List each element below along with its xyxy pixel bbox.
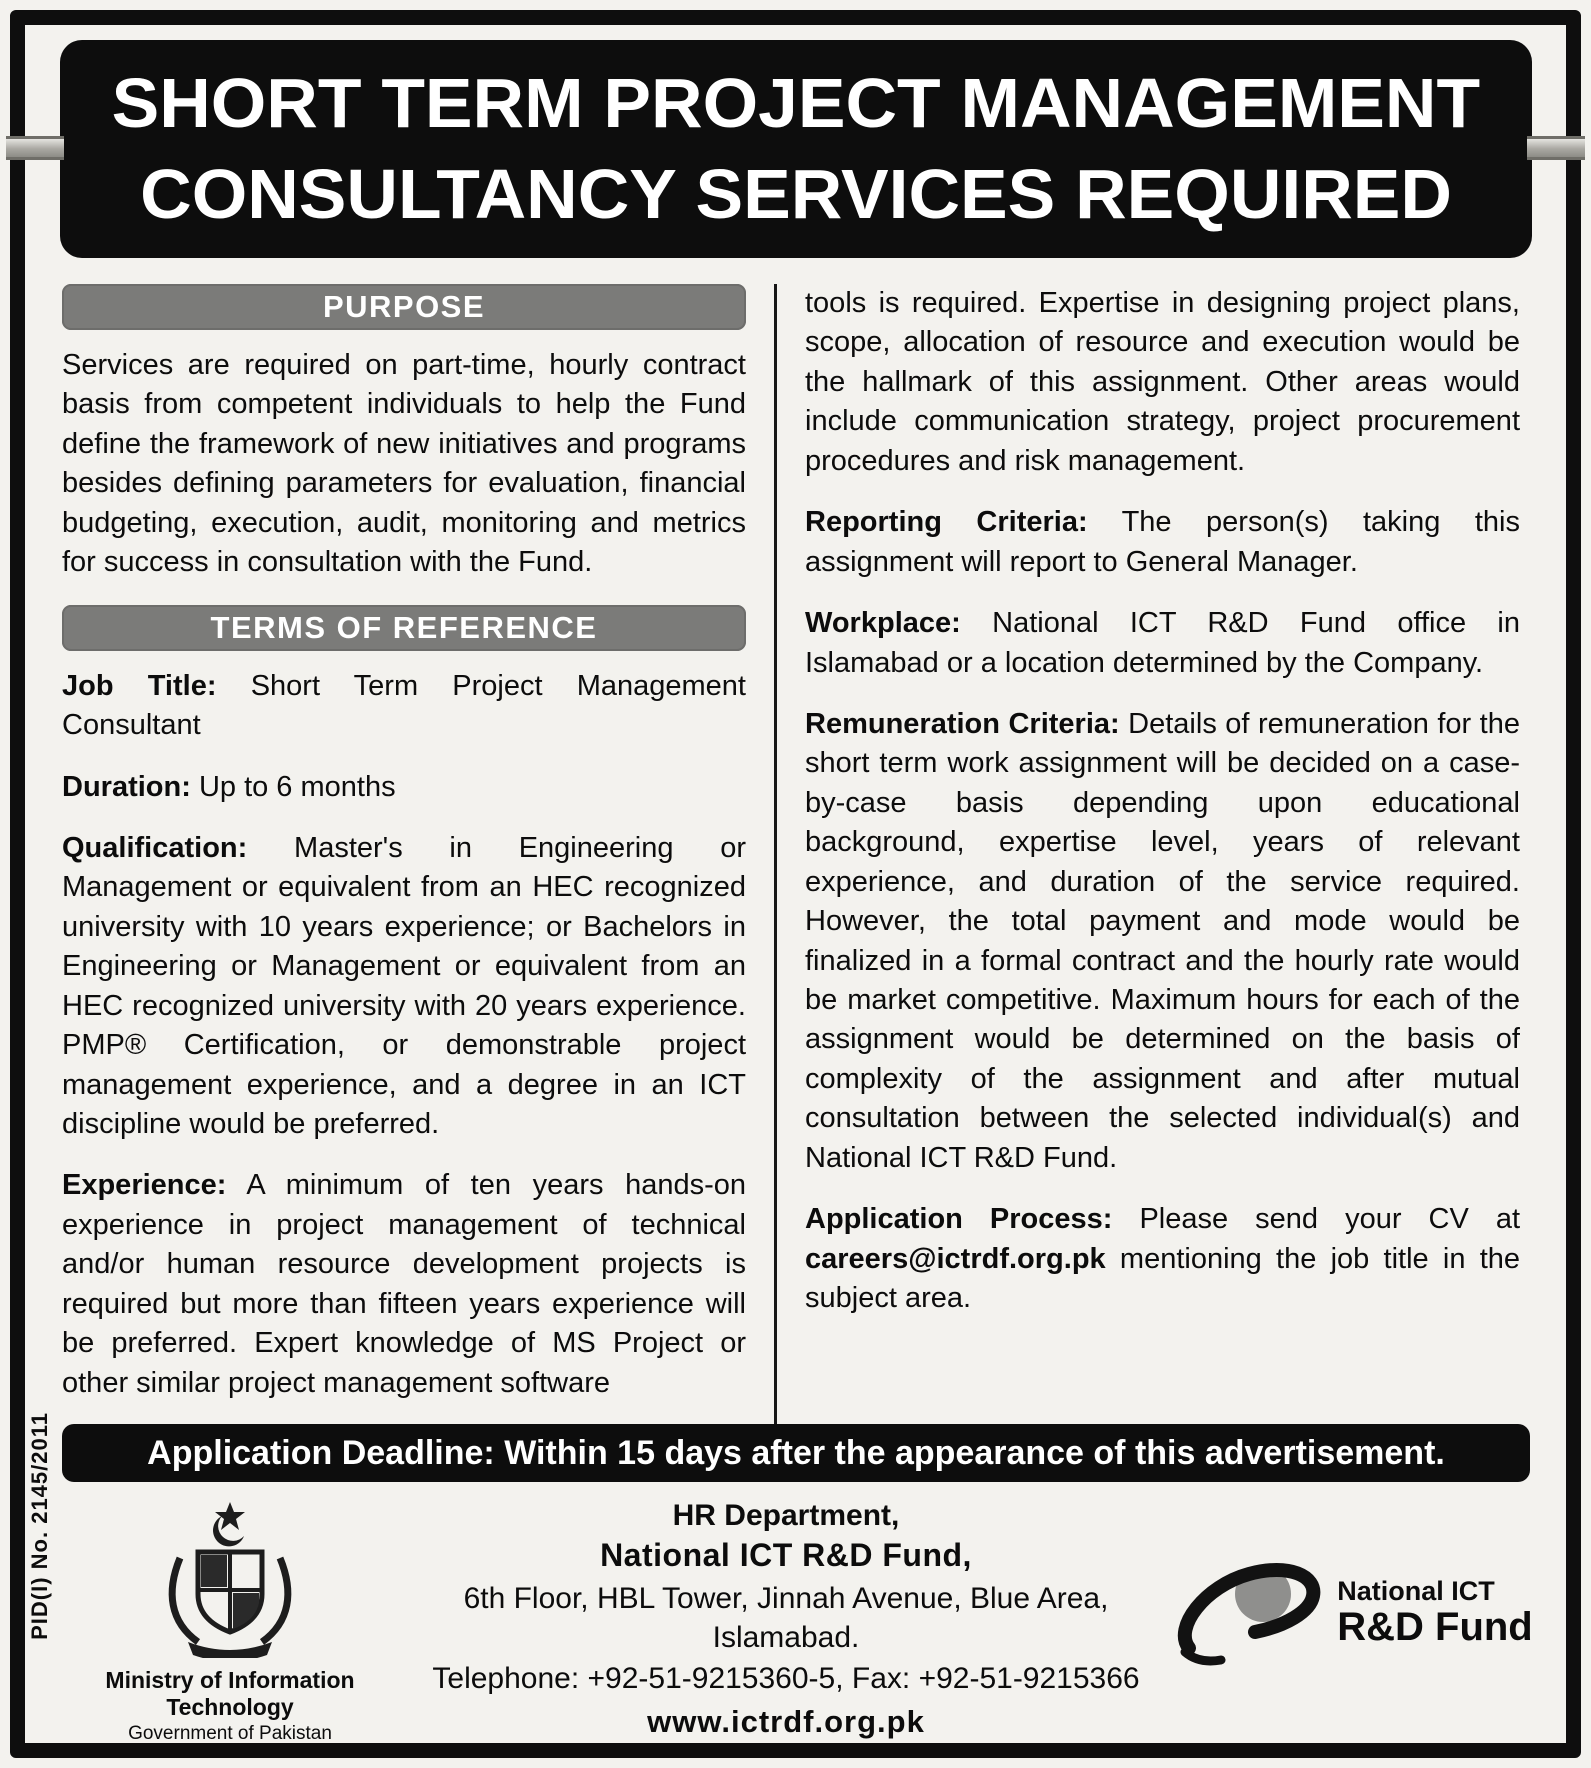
fund-name-line: National ICT R&D Fund,: [600, 1537, 972, 1573]
application-process-paragraph: [805, 1200, 1520, 1318]
left-column: [62, 284, 774, 1425]
logo-line-2: R&D Fund: [1337, 1604, 1533, 1649]
ictrdf-logo-icon: [1171, 1552, 1321, 1670]
job-title-paragraph: [62, 667, 746, 746]
job-title-value: Short Term Project Management Consultant: [62, 669, 746, 742]
purpose-paragraph: Services are required on part-time, hourly contract basis from competent individuals to help the Fund define the framework of new initiatives and programs besides defining parameters for evaluation, financial budgeting, execution, audit, monitoring and metrics for success in consultation with the Fund.: [62, 349, 746, 579]
right-column: [774, 284, 1530, 1425]
experience-paragraph: [62, 1166, 746, 1403]
pid-number: PID(I) No. 2145/2011: [27, 1412, 52, 1640]
workplace-label: Workplace:: [805, 607, 961, 640]
remuneration-criteria-label: Remuneration Criteria:: [805, 707, 1120, 740]
left-clip-decoration: [6, 136, 64, 160]
contact-block: [420, 1496, 1152, 1742]
qualification-value: Master's in Engineering or Management or equivalent from an HEC recognized university with 10 years experience; or Bachelors in Engineering or Management or equivalent from an HEC recognized university with 20 years experience. PMP® Certification, or demonstrable project management experience, and a degree in an ICT discipline would be preferred.: [62, 831, 747, 1140]
right-clip-decoration: [1527, 136, 1585, 160]
workplace-paragraph: [805, 604, 1520, 683]
logo-wordmark: [1337, 1576, 1533, 1647]
phone-fax-line: Telephone: +92-51-9215360-5, Fax: +92-51-9215366: [432, 1661, 1140, 1695]
qualification-label: Qualification:: [62, 831, 248, 864]
remuneration-criteria-paragraph: [805, 705, 1520, 1178]
headline-banner: [60, 40, 1532, 258]
website-line: www.ictrdf.org.pk: [647, 1703, 925, 1739]
duration-paragraph: [62, 768, 746, 807]
reporting-criteria-paragraph: [805, 503, 1520, 582]
application-deadline-banner: Application Deadline: Within 15 days after the appearance of this advertisement.: [62, 1424, 1530, 1482]
body-columns: [62, 284, 1530, 1425]
application-email: careers@ictrdf.org.pk: [805, 1242, 1106, 1275]
experience-continued-paragraph: tools is required. Expertise in designing project plans, scope, allocation of resource and execution would be the hallmark of this assignment. Other areas would include communication strategy, project procurement procedures and risk management.: [805, 287, 1520, 477]
application-process-label: Application Process:: [805, 1203, 1113, 1236]
workplace-value: National ICT R&D Fund office in Islamabad or a location determined by the Company.: [805, 607, 1520, 679]
duration-label: Duration:: [62, 770, 191, 803]
headline-line-1: SHORT TERM PROJECT MANAGEMENT: [111, 64, 1481, 142]
logo-line-1: National ICT: [1337, 1575, 1495, 1606]
application-process-text-after: mentioning the job title in the subject area.: [805, 1242, 1521, 1315]
hr-department-line: HR Department,: [672, 1499, 900, 1532]
address-line: 6th Floor, HBL Tower, Jinnah Avenue, Blue Area, Islamabad.: [463, 1581, 1109, 1654]
qualification-paragraph: [62, 829, 746, 1145]
application-process-text-before: Please send your CV at: [1139, 1203, 1521, 1236]
footer: [40, 1496, 1552, 1745]
ministry-block: [40, 1496, 420, 1745]
government-of-pakistan: Government of Pakistan: [128, 1723, 332, 1744]
job-title-label: Job Title:: [62, 669, 217, 702]
remuneration-criteria-value: Details of remuneration for the short term work assignment will be decided on a case-by-case basis depending upon educational background, expertise level, years of relevant experience, and duration of the service required. However, the total payment and mode would be finalized in a formal contract and the hourly rate would be market competitive. Maximum hours for each of the assignment would be determined on the basis of complexity of the assignment and after mutual consultation between the selected individual(s) and National ICT R&D Fund.: [805, 707, 1520, 1174]
ministry-name: Ministry of Information Technology: [105, 1667, 355, 1720]
headline-line-2: CONSULTANCY SERVICES REQUIRED: [140, 155, 1452, 233]
pakistan-emblem-icon: [152, 1500, 308, 1658]
experience-label: Experience:: [62, 1169, 227, 1202]
reporting-criteria-value: The person(s) taking this assignment will report to General Manager.: [805, 506, 1520, 578]
ictrdf-logo-block: [1152, 1496, 1552, 1670]
experience-value: A minimum of ten years hands-on experience in project management of technical and/or human resource development projects is required but more than fifteen years experience will be preferred. Expert knowledge of MS Project or other similar project management software: [62, 1169, 746, 1399]
terms-of-reference-section-header: TERMS OF REFERENCE: [62, 605, 746, 651]
reporting-criteria-label: Reporting Criteria:: [805, 506, 1088, 539]
purpose-section-header: PURPOSE: [62, 284, 746, 330]
duration-value: Up to 6 months: [198, 770, 396, 803]
